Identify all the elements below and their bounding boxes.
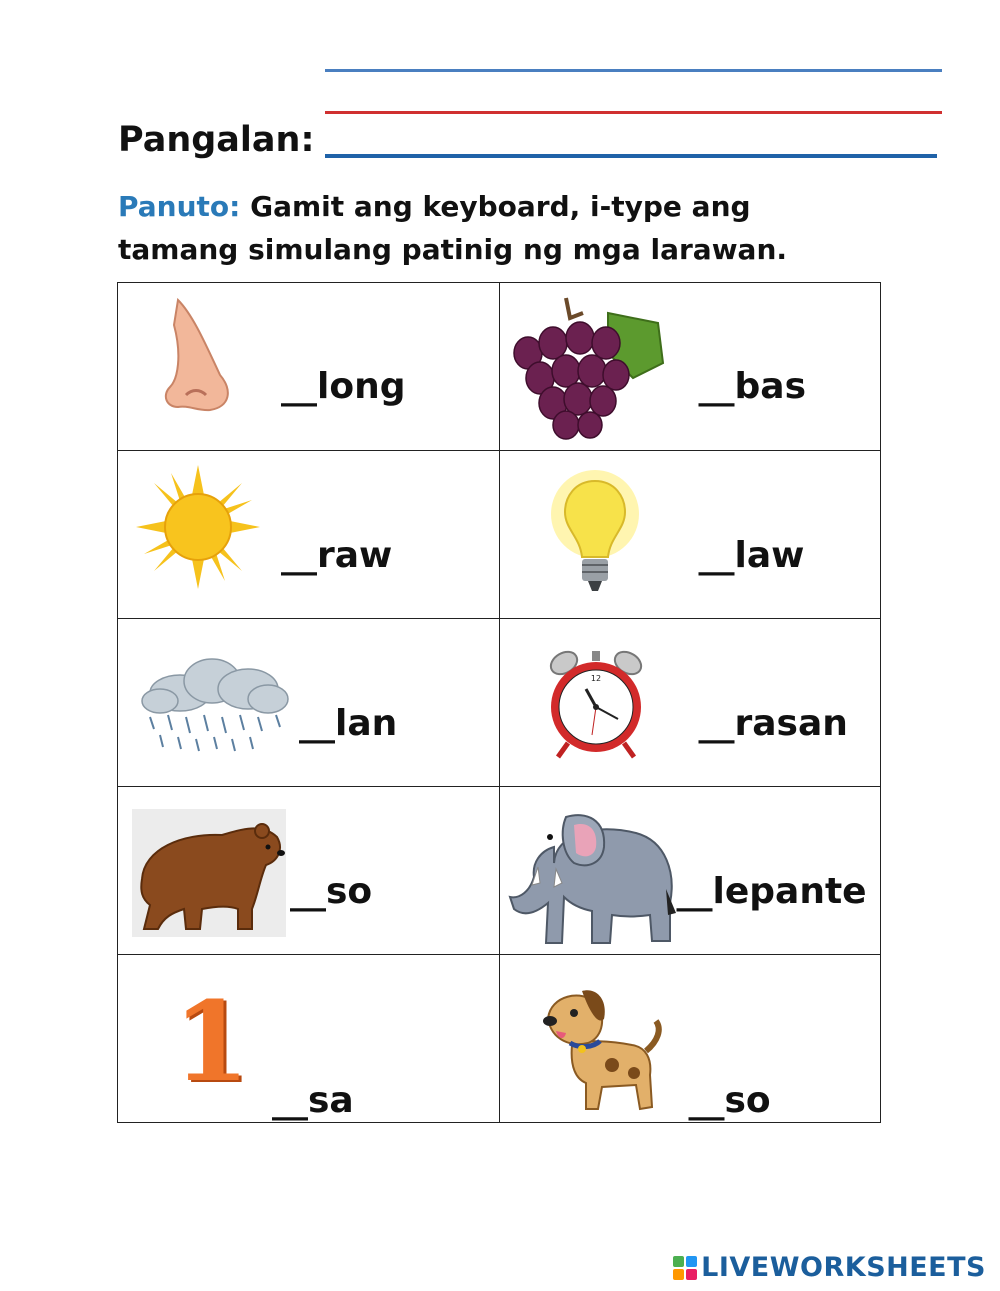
bear-picture	[132, 809, 286, 937]
light-bulb-picture	[550, 469, 640, 604]
name-label: Pangalan:	[118, 120, 315, 160]
number-one-picture: 1	[173, 977, 250, 1106]
name-line	[325, 154, 937, 158]
cell-dog	[499, 955, 881, 1123]
word-blank: __bas	[698, 366, 806, 407]
cell-bear	[118, 787, 500, 955]
cell-bulb	[499, 451, 881, 619]
cell-one	[118, 955, 500, 1123]
grapes-picture	[508, 293, 668, 443]
dog-picture	[542, 985, 664, 1115]
word-blank: __rasan	[698, 703, 848, 744]
instruction-text: Gamit ang keyboard, i-type ang tamang simulang patinig ng mga larawan.	[118, 190, 788, 266]
cell-grapes	[499, 283, 881, 451]
word-blank: __lepante	[676, 871, 867, 912]
word-blank: __lan	[299, 703, 398, 744]
nose-picture	[158, 295, 240, 415]
alarm-clock-picture	[546, 647, 646, 761]
cell-rain	[118, 619, 500, 787]
liveworksheets-brand: LIVEWORKSHEETS	[701, 1252, 986, 1283]
guide-line-middle	[325, 111, 942, 114]
sun-picture	[136, 465, 260, 589]
cell-sun	[118, 451, 500, 619]
word-blank: __raw	[281, 535, 393, 576]
instructions	[118, 185, 878, 271]
liveworksheets-logo	[673, 1252, 986, 1283]
word-blank: __sa	[272, 1080, 354, 1121]
worksheet-grid	[117, 282, 881, 1123]
cell-elephant	[499, 787, 881, 955]
word-blank: __long	[281, 366, 406, 407]
clock-twelve: 12	[590, 674, 601, 683]
liveworksheets-logo-icon	[673, 1256, 697, 1280]
guide-line-top	[325, 69, 942, 72]
rain-cloud-picture	[140, 655, 290, 755]
cell-nose	[118, 283, 500, 451]
elephant-picture	[506, 793, 678, 949]
word-blank: __law	[698, 535, 805, 576]
word-blank: __so	[290, 871, 373, 912]
cell-clock	[499, 619, 881, 787]
instruction-label: Panuto:	[118, 190, 241, 223]
word-blank: __so	[688, 1080, 771, 1121]
